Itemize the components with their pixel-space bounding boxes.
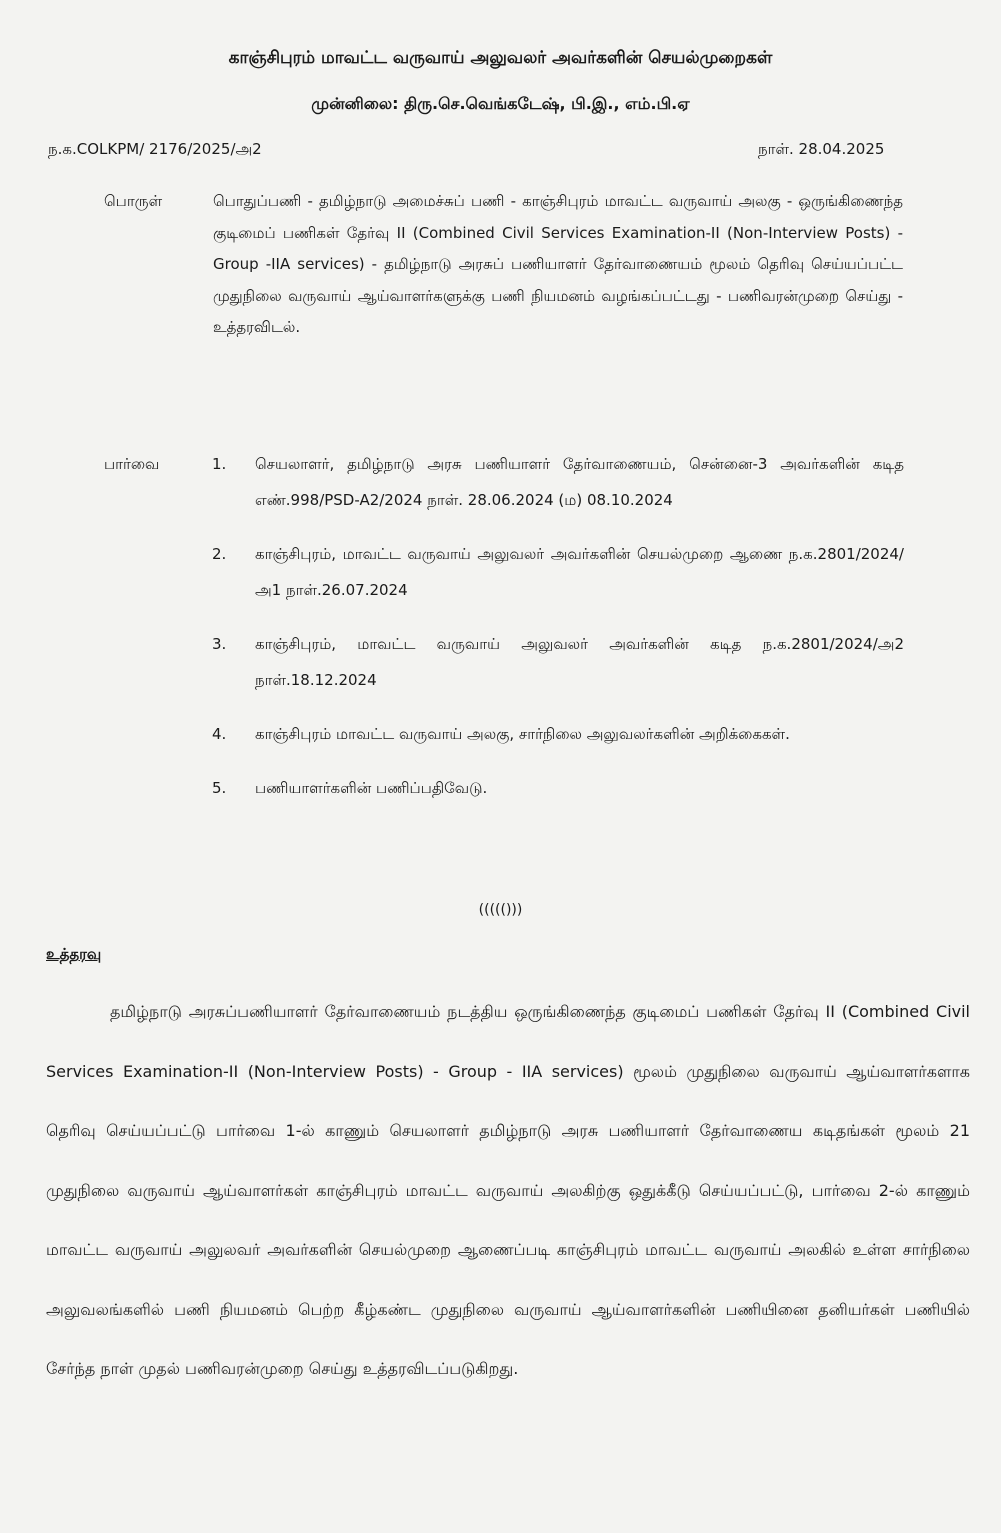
- reference-item: [212, 446, 904, 518]
- section-separator: ((((())): [478, 902, 523, 918]
- reference-number-label: 1.: [212, 455, 227, 473]
- reference-item: [212, 536, 904, 608]
- subject-label: பொருள்: [104, 192, 163, 210]
- reference-text: காஞ்சிபுரம் மாவட்ட வருவாய் அலகு, சார்நிலை அலுவலர்களின் அறிக்கைகள்.: [255, 725, 790, 743]
- reference-number: ந.க.COLKPM/ 2176/2025/அ2: [48, 140, 262, 158]
- reference-item: [212, 626, 904, 698]
- references-list: [212, 446, 904, 824]
- presence-line: முன்னிலை: திரு.செ.வெங்கடேஷ், பி.இ., எம்.பி.ஏ: [311, 94, 690, 113]
- reference-number-label: 5.: [212, 779, 227, 797]
- reference-number-label: 2.: [212, 545, 227, 563]
- reference-item: [212, 770, 904, 806]
- reference-text: பணியாளர்களின் பணிப்பதிவேடு.: [255, 779, 488, 797]
- reference-text: காஞ்சிபுரம், மாவட்ட வருவாய் அலுவலர் அவர்களின் கடித ந.க.2801/2024/அ2 நாள்.18.12.2024: [255, 635, 904, 689]
- document-date: நாள். 28.04.2025: [758, 140, 885, 158]
- document-title: காஞ்சிபுரம் மாவட்ட வருவாய் அலுவலர் அவர்களின் செயல்முறைகள்: [228, 48, 773, 68]
- reference-text: செயலாளர், தமிழ்நாடு அரசு பணியாளர் தேர்வாணையம், சென்னை-3 அவர்களின் கடித எண்.998/PSD-A2/2024 நாள். 28.06.2024 (ம) 08.10.2024: [255, 455, 904, 509]
- order-body: தமிழ்நாடு அரசுப்பணியாளர் தேர்வாணையம் நடத்திய ஒருங்கிணைந்த குடிமைப் பணிகள் தேர்வு II (Combined Civil Services Examination-II (Non-Interview Posts) - Group - IIA services) மூலம் முதுநிலை வருவாய் ஆய்வாளர்களாக தெரிவு செய்யப்பட்டு பார்வை 1-ல் காணும் செயலாளர் தமிழ்நாடு அரசு பணியாளர் தேர்வாணைய கடிதங்கள் மூலம் 21 முதுநிலை வருவாய் ஆய்வாளர்கள் காஞ்சிபுரம் மாவட்ட வருவாய் அலகிற்கு ஒதுக்கீடு செய்யப்பட்டு, பார்வை 2-ல் காணும் மாவட்ட வருவாய் அலுலவர் அவர்களின் செயல்முறை ஆணைப்படி காஞ்சிபுரம் மாவட்ட வருவாய் அலகில் உள்ள சார்நிலை அலுவலங்களில் பணி நியமனம் பெற்ற கீழ்கண்ட முதுநிலை வருவாய் ஆய்வாளர்களின் பணியினை தனியர்கள் பணியில் சேர்ந்த நாள் முதல் பணிவரன்முறை செய்து உத்தரவிடப்படுகிறது.: [46, 1002, 971, 1378]
- order-title: உத்தரவு: [46, 945, 102, 963]
- reference-text: காஞ்சிபுரம், மாவட்ட வருவாய் அலுவலர் அவர்களின் செயல்முறை ஆணை ந.க.2801/2024/அ1 நாள்.26.07.2024: [255, 545, 904, 599]
- reference-number-label: 4.: [212, 725, 227, 743]
- reference-item: [212, 716, 904, 752]
- reference-number-label: 3.: [212, 635, 227, 653]
- subject-text: பொதுப்பணி - தமிழ்நாடு அமைச்சுப் பணி - காஞ்சிபுரம் மாவட்ட வருவாய் அலகு - ஒருங்கிணைந்த குடிமைப் பணிகள் தேர்வு II (Combined Civil Services Examination-II (Non-Interview Posts) - Group -IIA services) - தமிழ்நாடு அரசுப் பணியாளர் தேர்வாணையம் மூலம் தெரிவு செய்யப்பட்ட முதுநிலை வருவாய் ஆய்வாளர்களுக்கு பணி நியமனம் வழங்கப்பட்டது - பணிவரன்முறை செய்து - உத்தரவிடல்.: [213, 192, 903, 336]
- references-label: பார்வை: [104, 455, 160, 473]
